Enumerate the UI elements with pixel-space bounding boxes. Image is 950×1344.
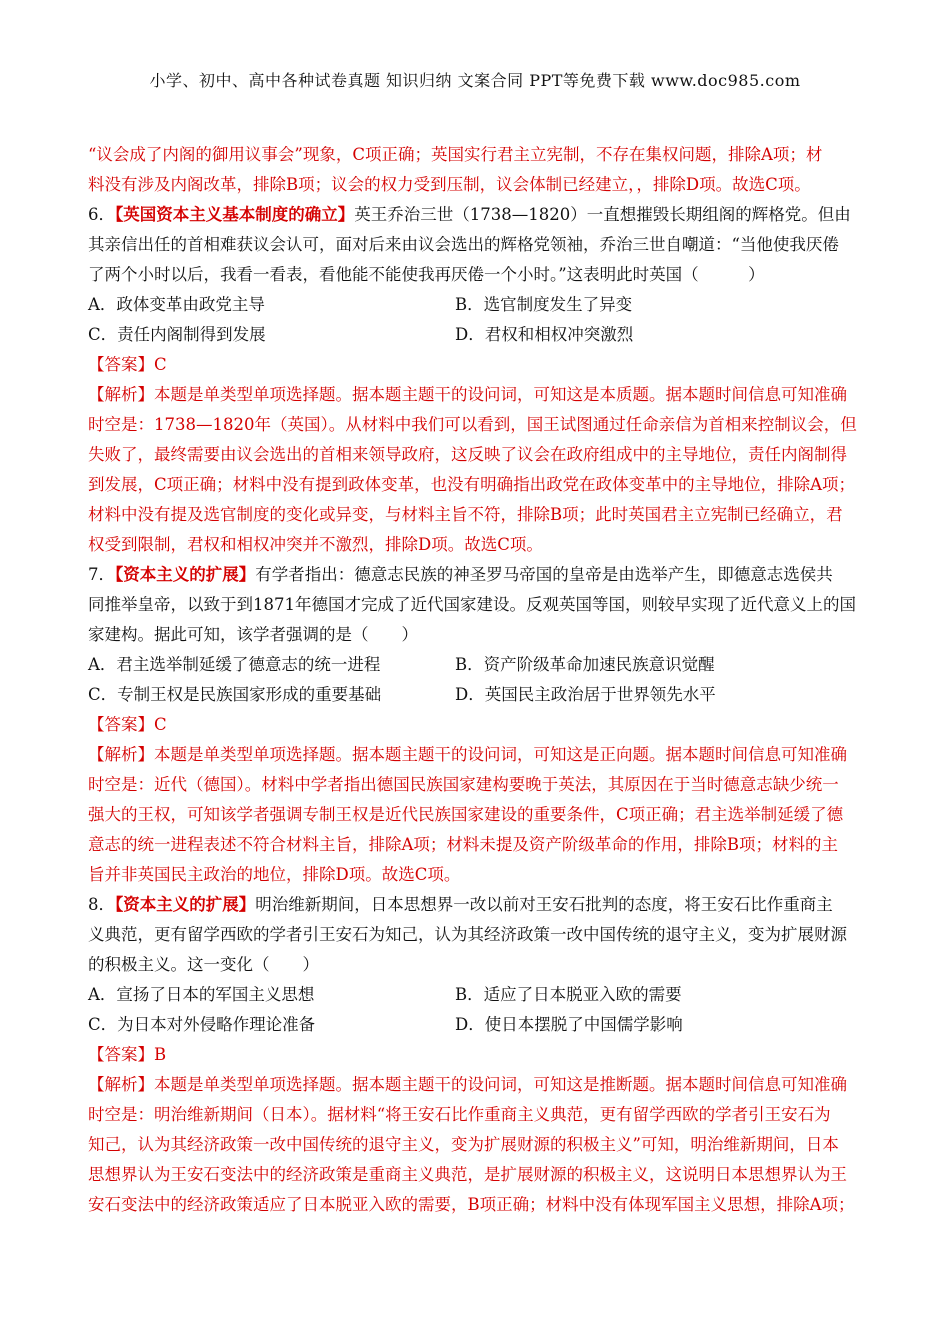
stem-text: 义典范，更有留学西欧的学者引王安石为知己，认为其经济政策一改中国传统的退守主义，变为扩展财源	[88, 925, 847, 944]
options	[88, 650, 864, 710]
analysis-line: 意志的统一进程表述不符合材料主旨，排除A项；材料未提及资产阶级革命的作用，排除B项；材料的主	[88, 835, 839, 854]
option-a: A．君主选举制延缓了德意志的统一进程	[88, 655, 381, 674]
page-header: 小学、初中、高中各种试卷真题 知识归纳 文案合同 PPT等免费下载 www.doc985.com	[149, 71, 801, 90]
question-6	[88, 200, 864, 560]
option-c: C．专制王权是民族国家形成的重要基础	[88, 685, 382, 704]
option-b: B．资产阶级革命加速民族意识觉醒	[455, 655, 715, 674]
question-number: 6．	[88, 205, 115, 224]
analysis-line: 【解析】本题是单类型单项选择题。据本题主题干的设问词，可知这是推断题。据本题时间信息可知准确	[88, 1075, 847, 1094]
option-d: D．使日本摆脱了中国儒学影响	[455, 1015, 683, 1034]
analysis	[88, 1070, 864, 1220]
question-7	[88, 560, 864, 890]
analysis-line: 旨并非英国民主政治的地位，排除D项。故选C项。	[88, 865, 461, 884]
option-b: B．适应了日本脱亚入欧的需要	[455, 985, 682, 1004]
stem-text: 有学者指出：德意志民族的神圣罗马帝国的皇帝是由选举产生，即德意志选侯共	[255, 565, 833, 584]
analysis-label: 【解析】	[88, 745, 154, 764]
option-d: D．君权和相权冲突激烈	[455, 325, 634, 344]
document-body	[88, 140, 864, 1220]
question-number: 7．	[88, 565, 115, 584]
topic-tag: 【英国资本主义基本制度的确立】	[115, 205, 355, 224]
stem-text: 家建构。据此可知，该学者强调的是（ ）	[88, 625, 418, 644]
answer: 【答案】B	[88, 1045, 167, 1064]
analysis-line: 【解析】本题是单类型单项选择题。据本题主题干的设问词，可知这是本质题。据本题时间信息可知准确	[88, 385, 847, 404]
analysis-line: 权受到限制，君权和相权冲突并不激烈，排除D项。故选C项。	[88, 535, 543, 554]
analysis	[88, 740, 864, 890]
analysis	[88, 380, 864, 560]
option-c: C．责任内阁制得到发展	[88, 325, 266, 344]
stem-text: 的积极主义。这一变化（ ）	[88, 955, 319, 974]
analysis-line: 失败了，最终需要由议会选出的首相来领导政府，这反映了议会在政府组成中的主导地位，责任内阁制得	[88, 445, 847, 464]
analysis-line: 时空是：近代（德国）。材料中学者指出德国民族国家建构要晚于英法，其原因在于当时德意志缺少统一	[88, 775, 839, 794]
intro-line: 料没有涉及内阁改革，排除B项；议会的权力受到压制，议会体制已经建立，，排除D项。故选C项。	[88, 175, 811, 194]
answer: 【答案】C	[88, 355, 167, 374]
option-a: A．宣扬了日本的军国主义思想	[88, 985, 315, 1004]
topic-tag: 【资本主义的扩展】	[115, 895, 256, 914]
analysis-line: 安石变法中的经济政策适应了日本脱亚入欧的需要，B项正确；材料中没有体现军国主义思想，排除A项；	[88, 1195, 855, 1214]
analysis-label: 【解析】	[88, 385, 154, 404]
analysis-line: 强大的王权，可知该学者强调专制王权是近代民族国家建设的重要条件，C项正确；君主选举制延缓了德	[88, 805, 844, 824]
stem-text: 其亲信出任的首相难获议会认可，面对后来由议会选出的辉格党领袖，乔治三世自嘲道：“当他使我厌倦	[88, 235, 839, 254]
stem-text: 了两个小时以后，我看一看表，看他能不能使我再厌倦一个小时。”这表明此时英国（ ）	[88, 265, 765, 284]
question-stem	[88, 560, 864, 590]
question-stem	[88, 890, 864, 920]
analysis-line: 【解析】本题是单类型单项选择题。据本题主题干的设问词，可知这是正向题。据本题时间信息可知准确	[88, 745, 847, 764]
analysis-line: 知己，认为其经济政策一改中国传统的退守主义，变为扩展财源的积极主义”可知，明治维新期间，日本	[88, 1135, 839, 1154]
analysis-line: 材料中没有提及选官制度的变化或异变，与材料主旨不符，排除B项；此时英国君主立宪制已经确立，君	[88, 505, 843, 524]
options	[88, 980, 864, 1040]
stem-text: 英王乔治三世（1738—1820）一直想摧毁长期组阁的辉格党。但由	[354, 205, 851, 224]
stem-text: 明治维新期间，日本思想界一改以前对王安石批判的态度，将王安石比作重商主	[255, 895, 833, 914]
analysis-line: 思想界认为王安石变法中的经济政策是重商主义典范，是扩展财源的积极主义，这说明日本思想界认为王	[88, 1165, 847, 1184]
question-number: 8．	[88, 895, 115, 914]
analysis-label: 【解析】	[88, 1075, 154, 1094]
intro-line: “议会成了内阁的御用议事会”现象，C项正确；英国实行君主立宪制，不存在集权问题，排除A项；材	[88, 145, 823, 164]
question-8	[88, 890, 864, 1220]
question-stem	[88, 200, 864, 230]
intro-analysis	[88, 140, 864, 200]
option-b: B．选官制度发生了异变	[455, 295, 633, 314]
option-c: C．为日本对外侵略作理论准备	[88, 1015, 316, 1034]
answer: 【答案】C	[88, 715, 167, 734]
analysis-line: 时空是：1738—1820年（英国）。从材料中我们可以看到，国王试图通过任命亲信为首相来控制议会，但	[88, 415, 857, 434]
analysis-line: 时空是：明治维新期间（日本）。据材料“将王安石比作重商主义典范，更有留学西欧的学者引王安石为	[88, 1105, 831, 1124]
stem-text: 同推举皇帝，以致于到1871年德国才完成了近代国家建设。反观英国等国，则较早实现了近代意义上的国	[88, 595, 856, 614]
topic-tag: 【资本主义的扩展】	[115, 565, 256, 584]
options	[88, 290, 864, 350]
option-d: D．英国民主政治居于世界领先水平	[455, 685, 716, 704]
option-a: A．政体变革由政党主导	[88, 295, 265, 314]
analysis-line: 到发展，C项正确；材料中没有提到政体变革，也没有明确指出政党在政体变革中的主导地位，排除A项；	[88, 475, 856, 494]
